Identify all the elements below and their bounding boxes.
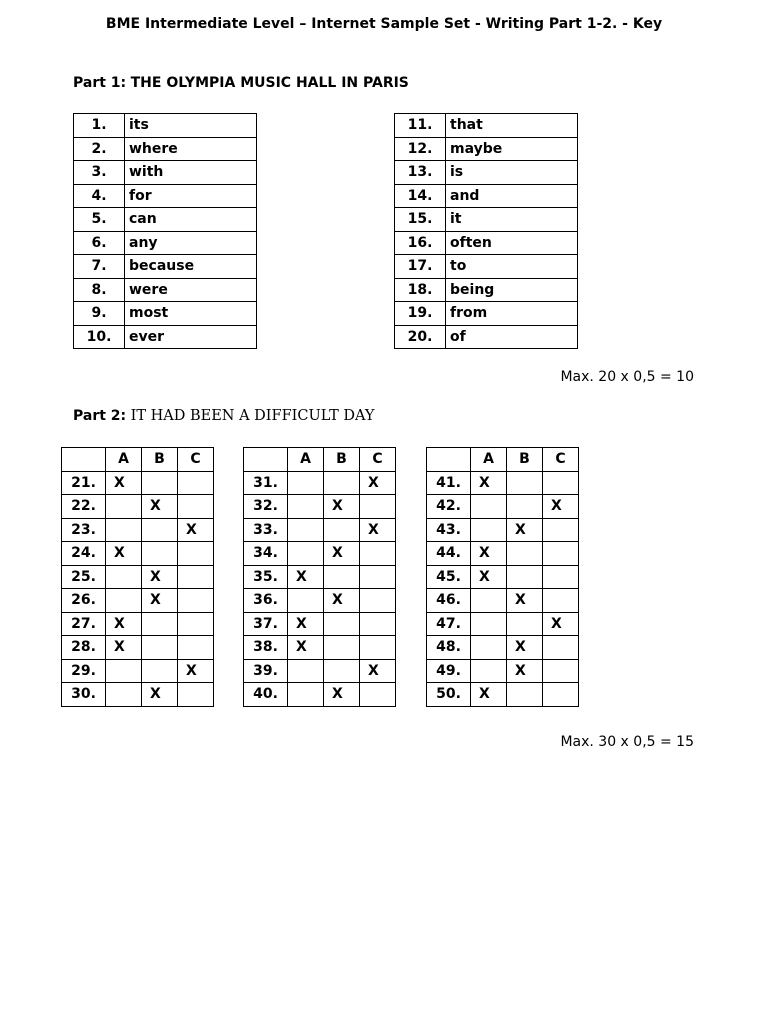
table-row [244,542,396,566]
option-header: C [360,448,396,472]
answer-cell [507,542,543,566]
answer-cell [543,565,579,589]
table-row [395,278,578,302]
item-number: 38. [244,636,288,660]
item-number: 27. [62,612,106,636]
answer-word: that [446,114,578,138]
table-row [244,612,396,636]
answer-word: and [446,184,578,208]
answer-cell: X [507,589,543,613]
table-row [395,161,578,185]
answer-cell: X [471,542,507,566]
item-number: 2. [74,137,125,161]
option-header: B [507,448,543,472]
answer-cell: X [288,565,324,589]
item-number: 1. [74,114,125,138]
answer-cell [507,683,543,707]
answer-cell [142,542,178,566]
table-row [427,589,579,613]
table-row [74,137,257,161]
answer-word: to [446,255,578,279]
part1-max-score: Max. 20 x 0,5 = 10 [560,369,694,385]
table-row [62,565,214,589]
table-row [395,325,578,349]
answer-cell [288,659,324,683]
answer-cell [178,612,214,636]
answer-cell [106,659,142,683]
table-row [395,184,578,208]
answer-cell [471,612,507,636]
table-row [427,659,579,683]
answer-word: because [125,255,257,279]
answer-cell: X [507,659,543,683]
item-number: 13. [395,161,446,185]
answer-cell [543,542,579,566]
table-row [62,683,214,707]
option-header: A [106,448,142,472]
item-number: 48. [427,636,471,660]
answer-cell [178,495,214,519]
answer-cell [288,495,324,519]
answer-cell [360,589,396,613]
part1-heading [73,75,409,91]
table-row [395,231,578,255]
item-number: 46. [427,589,471,613]
table-row [74,278,257,302]
answer-cell: X [324,495,360,519]
answer-word: with [125,161,257,185]
item-number: 12. [395,137,446,161]
answer-cell [288,518,324,542]
answer-cell: X [543,612,579,636]
item-number: 47. [427,612,471,636]
item-number: 35. [244,565,288,589]
answer-cell [324,518,360,542]
answer-cell [288,542,324,566]
table-row [62,542,214,566]
item-number: 42. [427,495,471,519]
item-number: 31. [244,471,288,495]
answer-cell [106,495,142,519]
answer-cell [324,471,360,495]
answer-word: often [446,231,578,255]
item-number: 9. [74,302,125,326]
option-header: A [471,448,507,472]
part1-title: THE OLYMPIA MUSIC HALL IN PARIS [130,75,409,91]
item-number: 10. [74,325,125,349]
answer-cell [507,495,543,519]
item-number: 29. [62,659,106,683]
item-number: 11. [395,114,446,138]
item-number: 16. [395,231,446,255]
table-row [427,565,579,589]
table-row [395,302,578,326]
answer-cell: X [360,659,396,683]
answer-cell [471,518,507,542]
answer-word: for [125,184,257,208]
table-row [244,659,396,683]
answer-cell [324,612,360,636]
table-row [244,589,396,613]
answer-cell [178,542,214,566]
answer-cell: X [288,636,324,660]
answer-word: any [125,231,257,255]
table-row [244,495,396,519]
item-number: 24. [62,542,106,566]
table-row [74,184,257,208]
answer-cell: X [142,495,178,519]
header-corner [427,448,471,472]
table-row [74,255,257,279]
table-row [74,325,257,349]
item-number: 7. [74,255,125,279]
part2-answer-grid-3 [426,447,579,707]
answer-cell [178,683,214,707]
answer-cell: X [507,636,543,660]
item-number: 15. [395,208,446,232]
table-row [244,683,396,707]
table-row [62,659,214,683]
table-row [427,471,579,495]
table-row [395,137,578,161]
table-row [427,636,579,660]
table-row [74,302,257,326]
answer-cell [142,471,178,495]
answer-cell: X [471,683,507,707]
part2-title: IT HAD BEEN A DIFFICULT DAY [130,408,375,424]
item-number: 33. [244,518,288,542]
table-row [427,542,579,566]
table-row [244,518,396,542]
part1-answer-table-left [73,113,257,349]
answer-cell [324,565,360,589]
answer-cell [507,565,543,589]
answer-cell: X [324,683,360,707]
table-row [395,114,578,138]
answer-word: is [446,161,578,185]
item-number: 49. [427,659,471,683]
answer-cell: X [288,612,324,636]
answer-cell: X [360,471,396,495]
part2-label: Part 2: [73,408,127,424]
table-row [62,612,214,636]
answer-word: from [446,302,578,326]
item-number: 18. [395,278,446,302]
part2-answer-grid-2 [243,447,396,707]
answer-cell [106,589,142,613]
answer-cell [288,471,324,495]
header-row [62,448,214,472]
answer-cell [543,683,579,707]
item-number: 39. [244,659,288,683]
part1-answer-table-right [394,113,578,349]
answer-cell: X [142,683,178,707]
answer-cell [360,612,396,636]
part1-label: Part 1: [73,75,127,91]
answer-cell [142,659,178,683]
answer-cell [288,589,324,613]
document-title: BME Intermediate Level – Internet Sample Set - Writing Part 1-2. - Key [105,16,663,32]
header-row [427,448,579,472]
option-header: A [288,448,324,472]
answer-word: where [125,137,257,161]
answer-cell: X [142,589,178,613]
item-number: 28. [62,636,106,660]
header-corner [244,448,288,472]
item-number: 25. [62,565,106,589]
answer-cell [142,636,178,660]
option-header: B [142,448,178,472]
table-row [74,114,257,138]
answer-cell [106,565,142,589]
item-number: 17. [395,255,446,279]
item-number: 36. [244,589,288,613]
answer-cell: X [324,589,360,613]
answer-cell [178,589,214,613]
item-number: 45. [427,565,471,589]
item-number: 30. [62,683,106,707]
answer-cell [106,518,142,542]
item-number: 23. [62,518,106,542]
answer-cell [142,518,178,542]
answer-word: its [125,114,257,138]
answer-word: most [125,302,257,326]
answer-word: it [446,208,578,232]
answer-cell: X [142,565,178,589]
option-header: C [178,448,214,472]
item-number: 22. [62,495,106,519]
item-number: 32. [244,495,288,519]
answer-cell [178,636,214,660]
table-row [62,589,214,613]
answer-word: ever [125,325,257,349]
item-number: 34. [244,542,288,566]
table-row [62,518,214,542]
option-header: C [543,448,579,472]
answer-word: being [446,278,578,302]
item-number: 20. [395,325,446,349]
answer-cell: X [178,518,214,542]
answer-cell [507,612,543,636]
part2-max-score: Max. 30 x 0,5 = 15 [560,734,694,750]
answer-cell [324,636,360,660]
item-number: 6. [74,231,125,255]
table-row [74,161,257,185]
item-number: 43. [427,518,471,542]
table-row [244,471,396,495]
answer-cell [360,565,396,589]
part2-heading [73,408,375,424]
table-row [395,208,578,232]
item-number: 8. [74,278,125,302]
answer-cell [178,471,214,495]
answer-cell [324,659,360,683]
answer-cell: X [360,518,396,542]
item-number: 40. [244,683,288,707]
table-row [427,612,579,636]
item-number: 41. [427,471,471,495]
answer-cell: X [471,471,507,495]
table-row [62,471,214,495]
answer-cell: X [106,471,142,495]
part2-answer-grid-1 [61,447,214,707]
item-number: 4. [74,184,125,208]
answer-cell [360,495,396,519]
answer-cell [471,659,507,683]
answer-cell [106,683,142,707]
answer-cell: X [507,518,543,542]
answer-cell [360,636,396,660]
item-number: 5. [74,208,125,232]
answer-cell: X [106,542,142,566]
answer-cell [288,683,324,707]
table-row [395,255,578,279]
answer-cell [471,589,507,613]
answer-cell: X [106,636,142,660]
answer-word: can [125,208,257,232]
table-row [74,208,257,232]
answer-word: of [446,325,578,349]
table-row [244,636,396,660]
answer-cell: X [471,565,507,589]
answer-cell: X [178,659,214,683]
table-row [244,565,396,589]
answer-word: maybe [446,137,578,161]
answer-cell [471,495,507,519]
header-row [244,448,396,472]
answer-word: were [125,278,257,302]
item-number: 44. [427,542,471,566]
header-corner [62,448,106,472]
answer-cell: X [106,612,142,636]
answer-cell [178,565,214,589]
answer-cell [507,471,543,495]
option-header: B [324,448,360,472]
table-row [62,495,214,519]
answer-cell [543,659,579,683]
item-number: 3. [74,161,125,185]
item-number: 14. [395,184,446,208]
answer-cell [142,612,178,636]
answer-cell [543,589,579,613]
answer-cell [543,518,579,542]
answer-cell [543,636,579,660]
item-number: 37. [244,612,288,636]
answer-cell [360,683,396,707]
answer-cell [360,542,396,566]
table-row [427,495,579,519]
table-row [427,518,579,542]
answer-cell: X [324,542,360,566]
item-number: 50. [427,683,471,707]
table-row [427,683,579,707]
item-number: 21. [62,471,106,495]
answer-cell [471,636,507,660]
answer-cell [543,471,579,495]
item-number: 19. [395,302,446,326]
table-row [74,231,257,255]
table-row [62,636,214,660]
answer-cell: X [543,495,579,519]
item-number: 26. [62,589,106,613]
